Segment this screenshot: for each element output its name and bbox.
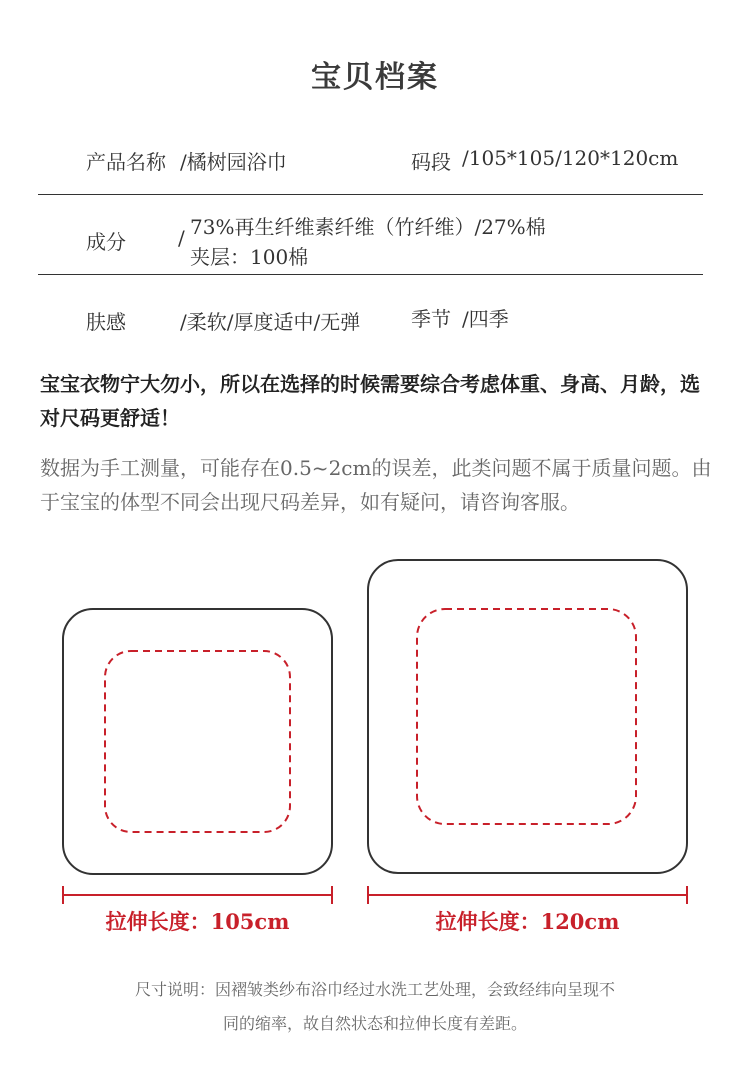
page-title: 宝贝档案 xyxy=(311,60,439,95)
large-stretch-length: 拉伸长度：120cm xyxy=(435,909,620,934)
divider xyxy=(38,194,703,195)
composition-line-1: 73%再生纤维素纤维（竹纤维）/27%棉 xyxy=(190,215,546,239)
size-footnote-line-2: 同的缩率，故自然状态和拉伸长度有差距。 xyxy=(222,1014,527,1033)
product-name-label: 产品名称 xyxy=(86,150,166,174)
size-range-value: /105*105/120*120cm xyxy=(462,146,679,170)
large-stretch-indicator xyxy=(368,886,687,904)
large-towel-inner-dashed xyxy=(417,609,636,824)
size-advice-note: 宝宝衣物宁大勿小，所以在选择的时候需要综合考虑体重、身高、月龄，选对尺码更舒适！ xyxy=(40,372,700,430)
composition-label: 成分 xyxy=(86,230,126,254)
divider xyxy=(38,274,703,275)
product-name-value: /橘树园浴巾 xyxy=(180,150,287,174)
measurement-note: 数据为手工测量，可能存在0.5~2cm的误差，此类问题不属于质量问题。由于宝宝的体型不同会出现尺码差异，如有疑问，请咨询客服。 xyxy=(40,456,712,514)
composition-slash: / xyxy=(178,226,185,250)
small-stretch-length: 拉伸长度：105cm xyxy=(105,909,290,934)
small-towel-inner-dashed xyxy=(105,651,290,832)
composition-line-2: 夹层：100棉 xyxy=(190,245,309,269)
season-value: /四季 xyxy=(462,307,509,331)
towel-size-diagram xyxy=(0,540,750,920)
small-stretch-indicator xyxy=(63,886,332,904)
skin-feel-value: /柔软/厚度适中/无弹 xyxy=(180,310,361,334)
size-range-label: 码段 xyxy=(411,150,451,174)
size-footnote-line-1: 尺寸说明：因褶皱类纱布浴巾经过水洗工艺处理，会致经纬向呈现不 xyxy=(134,980,615,999)
skin-feel-label: 肤感 xyxy=(86,310,126,334)
small-towel-outline xyxy=(63,609,332,874)
large-towel-outline xyxy=(368,560,687,873)
season-label: 季节 xyxy=(411,307,451,331)
